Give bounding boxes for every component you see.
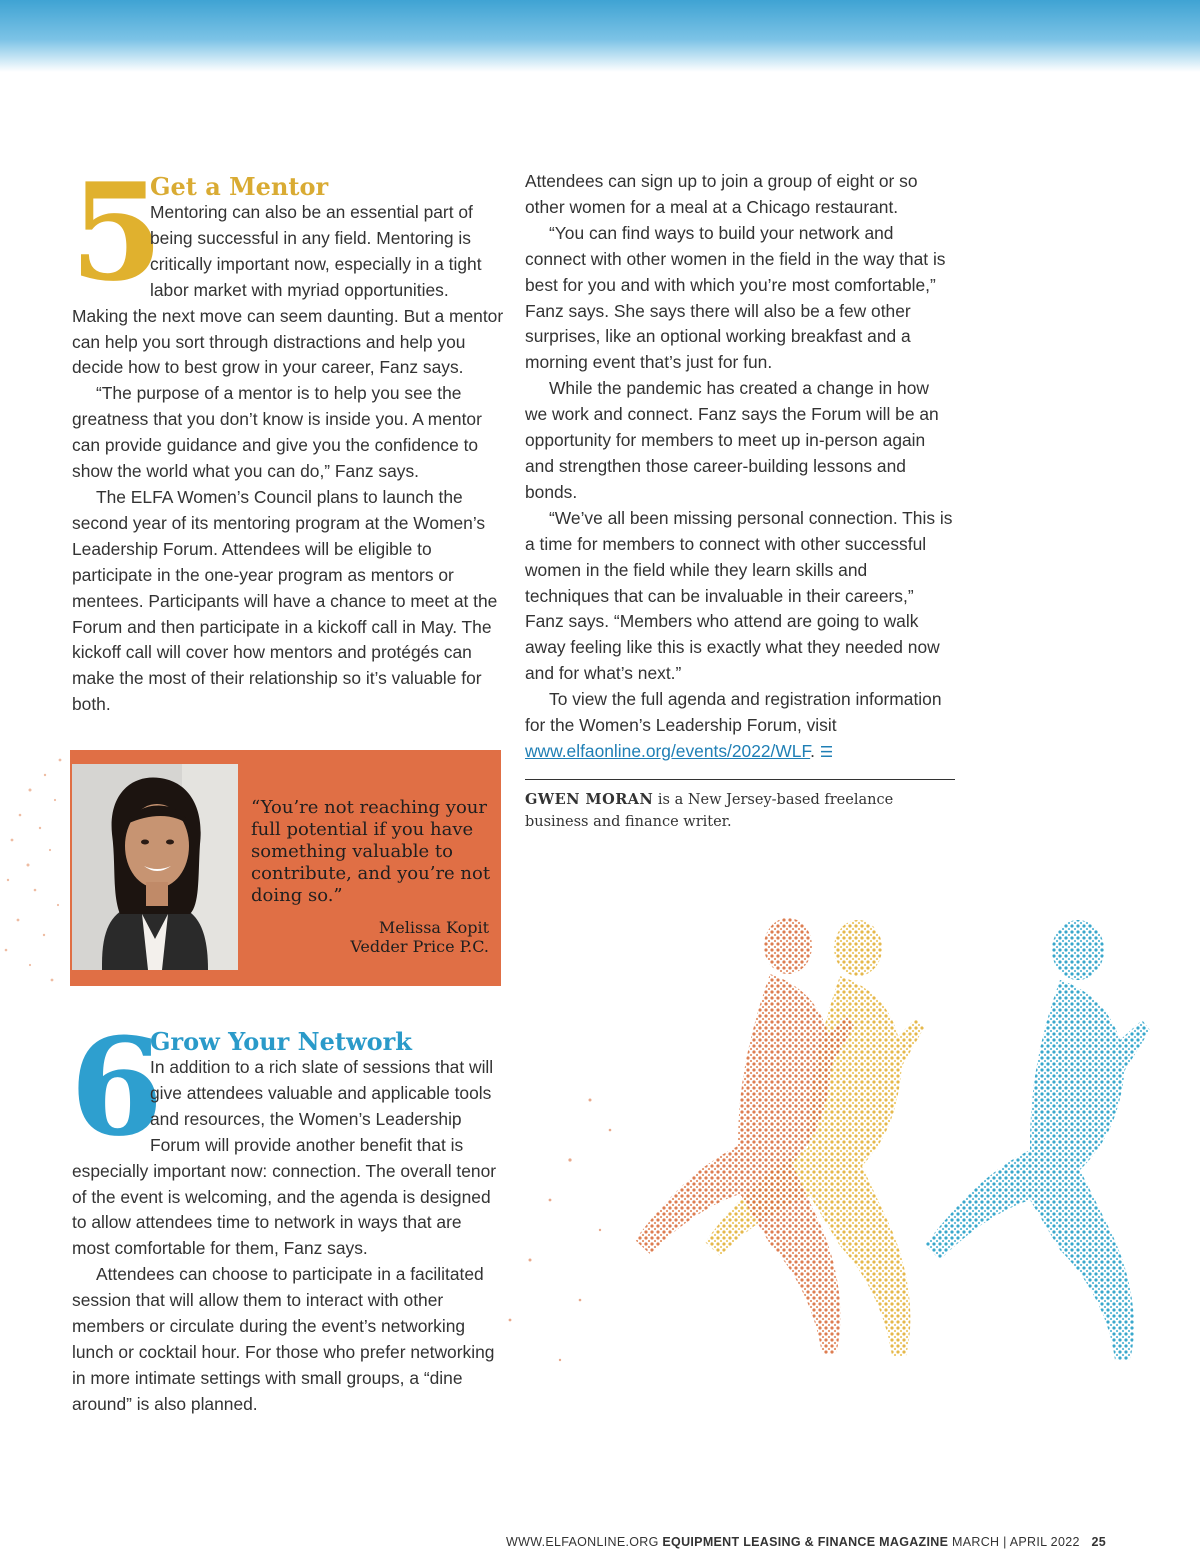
section-heading-mentor: Get a Mentor <box>150 172 329 201</box>
section-number-6: 6 <box>70 1008 160 1166</box>
paragraph: “We’ve all been missing personal connection. This is a time for members to connect with other successful women in the field while they learn skills and techniques that can be invaluable in their careers,” Fanz says. “Members who attend are going to walk away feeling like this is exactly what they needed now and for what’s next.” <box>525 507 953 684</box>
paragraph: Attendees can choose to participate in a facilitated session that will allow them to interact with other members or circulate during the event’s networking lunch or cocktail hour. For those who prefer networking in more intimate settings with small groups, a “dine around” is also planned. <box>72 1264 495 1414</box>
portrait-illustration <box>72 764 238 970</box>
footer-site: WWW.ELFAONLINE.ORG <box>506 1535 659 1549</box>
pull-quote-text: “You’re not reaching your full potential if you have something valuable to contribute, and you’re not doing so.” <box>251 797 491 906</box>
paragraph: The ELFA Women’s Council plans to launch the second year of its mentoring program at the Women’s Leadership Forum. Attendees will be eligible to participate in the one-year program as mentors or mentees. Participants will have a chance to meet at the Forum and then participate in a kickoff call in May. The kickoff call will cover how mentors and protégés can make the most of their relationship so it’s valuable for both. <box>72 486 498 715</box>
quote-company: Vedder Price P.C. <box>350 937 489 956</box>
runners-dot-illustration <box>470 900 1170 1430</box>
runner-blue <box>925 920 1150 1360</box>
paragraph: Attendees can sign up to join a group of eight or so other women for a meal at a Chicago restaurant. <box>525 171 918 217</box>
scattered-dots-decoration <box>0 740 70 1000</box>
link-suffix: . <box>810 740 816 761</box>
author-bio <box>525 789 955 833</box>
footer-magazine: EQUIPMENT LEASING & FINANCE MAGAZINE <box>662 1535 949 1549</box>
paragraph: While the pandemic has created a change in how we work and connect. Fanz says the Forum will be an opportunity for members to meet up in-person again and strengthen those career-building lessons and bonds. <box>525 378 939 502</box>
paragraph-with-link <box>525 687 955 766</box>
portrait-photo <box>72 764 238 970</box>
quote-attribution <box>251 918 489 956</box>
end-of-article-icon: ☰ <box>819 743 834 761</box>
bio-divider <box>525 779 955 780</box>
paragraph: “The purpose of a mentor is to help you see the greatness that you don’t know is inside you. A mentor can provide guidance and give you the confidence to show the world what you can do,” Fanz says. <box>72 383 482 482</box>
quote-person-name: Melissa Kopit <box>378 918 489 937</box>
author-name: GWEN MORAN <box>525 791 654 808</box>
paragraph: In addition to a rich slate of sessions that will give attendees valuable and applicable tools and resources, the Women’s Leadership Forum will provide another benefit that is especially important now: connection. The overall tenor of the event is welcoming, and the agenda is designed to allow attendees time to network in ways that are most comfortable for them, Fanz says. <box>72 1057 497 1259</box>
paragraph-lead: To view the full agenda and registration information for the Women’s Leadership Forum, visit <box>525 689 942 736</box>
section-heading-network: Grow Your Network <box>150 1027 412 1056</box>
right-column-text <box>525 169 955 766</box>
paragraph: Mentoring can also be an essential part of being successful in any field. Mentoring is critically important now, especially in a tight labor market with myriad opportunities. Making the next move can seem daunting. But a mentor can help you sort through distractions and help you decide how to best grow in your career, Fanz says. <box>72 202 504 378</box>
page-footer <box>0 1533 1106 1551</box>
section-get-a-mentor <box>70 153 504 718</box>
paragraph: “You can find ways to build your network and connect with other women in the field in the way that is best for you and with which you’re most comfortable,” Fanz says. She says there will also be a few other surprises, like an optional working breakfast and a morning event that’s just for fun. <box>525 222 946 373</box>
section-grow-your-network <box>70 1008 504 1418</box>
author-description: is a New Jersey-based freelance business and finance writer. <box>525 792 894 830</box>
section-number-5: 5 <box>70 153 160 311</box>
agenda-link[interactable]: www.elfaonline.org/events/2022/WLF <box>525 740 811 761</box>
top-gradient-band <box>0 0 1200 72</box>
footer-issue: MARCH | APRIL 2022 <box>952 1535 1080 1549</box>
page-number: 25 <box>1091 1535 1106 1549</box>
